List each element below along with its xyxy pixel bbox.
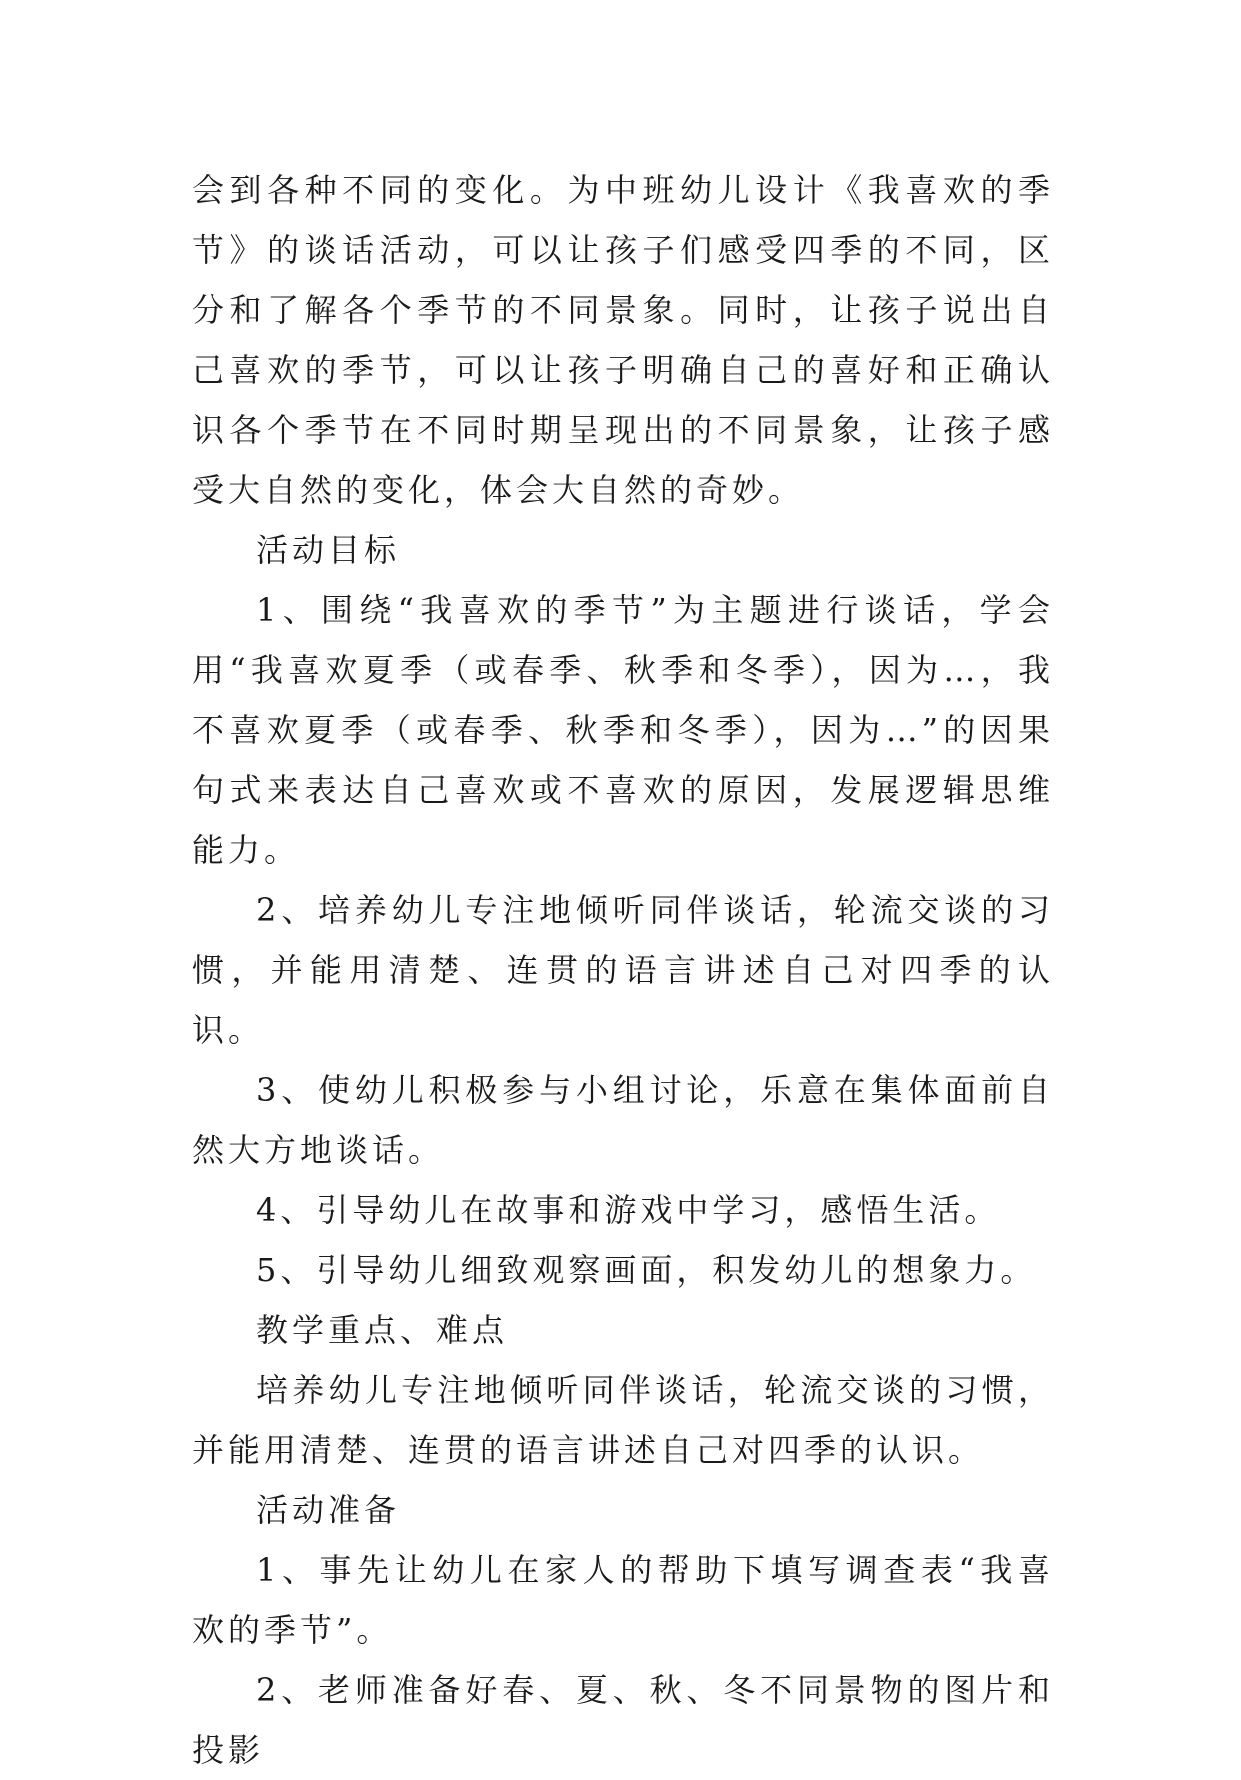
heading-preparation: 活动准备 — [256, 1491, 401, 1529]
goal-item-5: 5、引导幼儿细致观察画面，积发幼儿的想象力。 — [256, 1251, 1037, 1289]
preparation-item-2: 2、老师准备好春、夏、秋、冬不同景物的图片和投影 — [192, 1671, 1054, 1769]
goal-item-3: 3、使幼儿积极参与小组讨论，乐意在集体面前自然大方地谈话。 — [192, 1071, 1054, 1169]
preparation-item-1: 1、事先让幼儿在家人的帮助下填写调查表“我喜欢的季节”。 — [192, 1551, 1054, 1649]
goal-item-2: 2、培养幼儿专注地倾听同伴谈话，轮流交谈的习惯，并能用清楚、连贯的语言讲述自己对四季的认识。 — [192, 891, 1054, 1049]
document-body — [192, 160, 1054, 1780]
heading-key-points: 教学重点、难点 — [256, 1311, 509, 1349]
goal-item-4: 4、引导幼儿在故事和游戏中学习，感悟生活。 — [256, 1191, 1001, 1229]
key-points-paragraph: 培养幼儿专注地倾听同伴谈话，轮流交谈的习惯，并能用清楚、连贯的语言讲述自己对四季的认识。 — [192, 1371, 1054, 1469]
goal-item-1: 1、围绕“我喜欢的季节”为主题进行谈话，学会用“我喜欢夏季（或春季、秋季和冬季），因为…，我不喜欢夏季（或春季、秋季和冬季），因为…”的因果句式来表达自己喜欢或不喜欢的原因，发展逻辑思维能力。 — [192, 591, 1054, 869]
intro-paragraph: 会到各种不同的变化。为中班幼儿设计《我喜欢的季节》的谈话活动，可以让孩子们感受四季的不同，区分和了解各个季节的不同景象。同时，让孩子说出自己喜欢的季节，可以让孩子明确自己的喜好和正确认识各个季节在不同时期呈现出的不同景象，让孩子感受大自然的变化，体会大自然的奇妙。 — [192, 171, 1054, 509]
heading-activity-goals: 活动目标 — [256, 531, 401, 569]
